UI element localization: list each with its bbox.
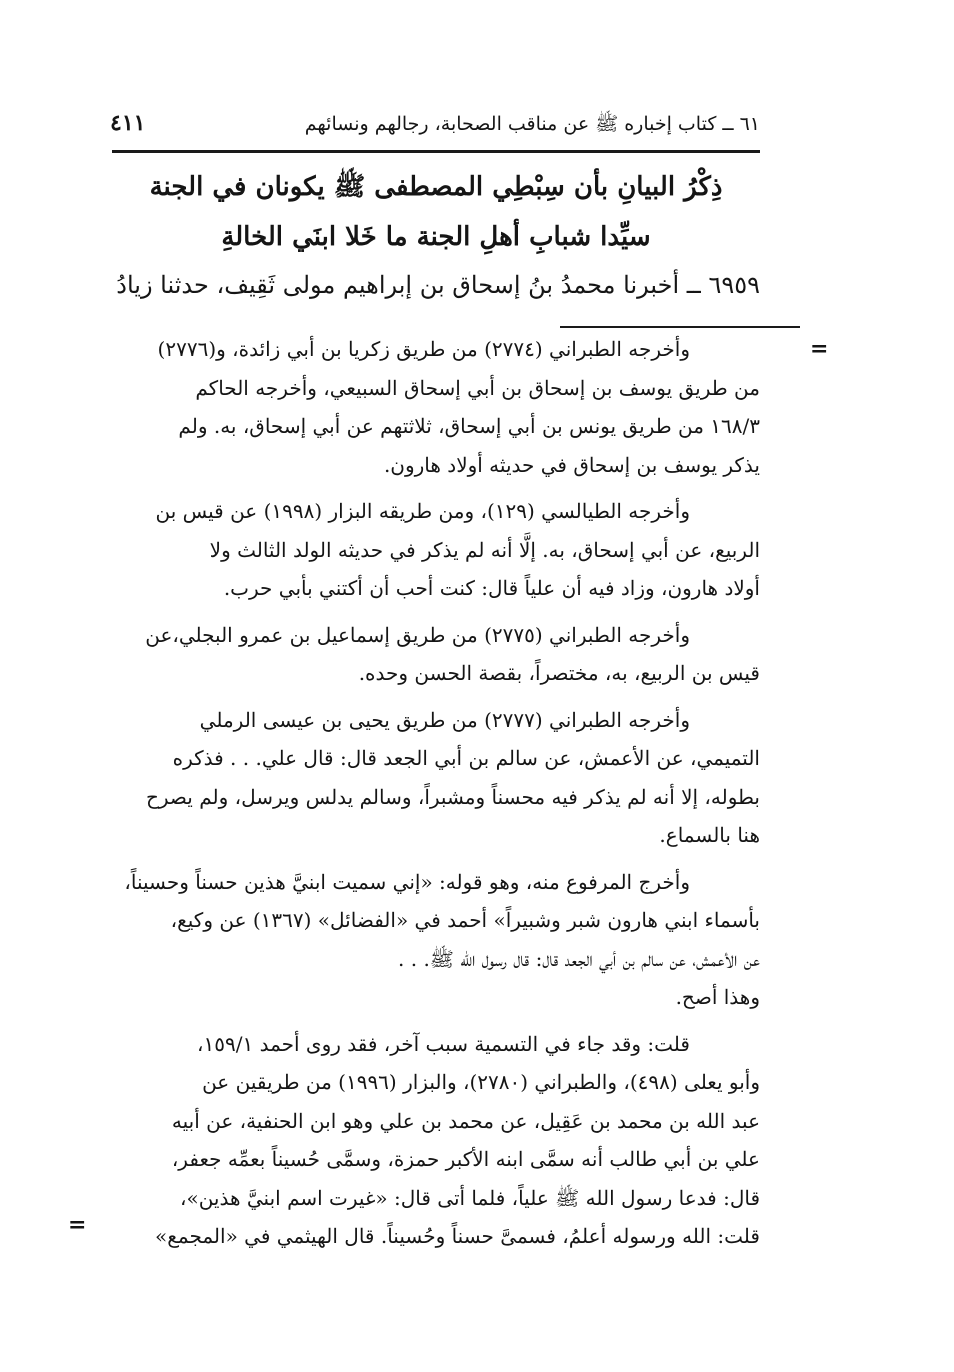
page-number: ٤١١: [110, 110, 146, 136]
chapter-heading-line-1: ذِكْرُ البيانِ بأن سِبْطِي المصطفى ﷺ يكونان في الجنة: [149, 172, 723, 202]
footnote-line: أولاد هارون، وزاد فيه أن علياً قال: كنت أحب أن أكتني بأبي حرب.: [223, 576, 760, 600]
footnote-separator: [560, 326, 800, 328]
footnote-line: بطوله، إلا أنه لم يذكر فيه محسناً ومشبراً، وسالم يدلس ويرسل، ولم يصرح: [145, 784, 760, 809]
hadith-text: ٦٩٥٩ ــ أخبرنا محمدُ بنُ إسحاق بن إبراهيم مولى ثَقِيف، حدثنا زيادُ: [116, 271, 760, 299]
footnote-paragraph: [100, 330, 760, 484]
footnote-continuation-mark-bottom: =: [68, 1212, 87, 1238]
footnote-line: ١٦٨/٣ من طريق يونس بن أبي إسحاق، ثلاثتهم عن أبي إسحاق، به. ولم: [178, 414, 760, 438]
footnote-line: الربيع، عن أبي إسحاق، به. إلَّا أنه لم يذكر في حديثه الولد الثالث ولا: [209, 537, 760, 562]
footnote-line: التميمي، عن الأعمش، عن سالم بن أبي الجعد قال: قال علي. . . فذكره: [172, 746, 760, 770]
footnote-line: وأخرجه الطبراني (٢٧٧٤) من طريق زكريا بن أبي زائدة، و(٢٧٧٦): [157, 337, 690, 361]
paragraph-gap: [100, 1017, 760, 1025]
paragraph-gap: [100, 608, 760, 616]
footnote-line: من طريق يوسف بن إسحاق بن أبي إسحاق السبيعي، وأخرجه الحاكم: [195, 375, 760, 400]
footnote-line: علي بن أبي طالب أنه سمَّى ابنه الأكبر حمزة، وسمَّى حُسيناً بعمِّه جعفر،: [171, 1147, 760, 1171]
footnote-continuation-mark-top: =: [810, 336, 829, 362]
paragraph-gap: [100, 484, 760, 492]
footnote-paragraph: [100, 492, 760, 608]
footnote-line: عبد الله بن محمد بن عَقِيل، عن محمد بن علي وهو ابن الحنفية، عن أبيه: [171, 1108, 760, 1133]
paragraph-gap: [100, 693, 760, 701]
footnote-paragraph: [100, 863, 760, 1017]
footnote-line: عن الأعمش، عن سالم بن أبي الجعد قال: قال رسول الله ﷺ. . .: [398, 946, 760, 971]
footnote-line: قلت: وقد جاء في التسمية سبب آخر، فقد روى أحمد ١٥٩/١،: [197, 1031, 690, 1056]
footnote-line: قيس بن الربيع، به، مختصراً، بقصة الحسن وحده.: [358, 661, 760, 685]
footnotes: [100, 330, 760, 1256]
footnote-line: قلت: الله ورسوله أعلمُ، فسمىَّ حسناً وحُسيناً. قال الهيثمي في «المجمع»: [155, 1224, 760, 1248]
footnote-line: يذكر يوسف بن إسحاق في حديثه أولاد هارون.: [383, 452, 760, 477]
footnote-line: وأخرج المرفوع منه، وهو قوله: «إني سميت ابنيَّ هذين حسناً وحسيناً،: [124, 869, 690, 894]
footnote-line: وأبو يعلى (٤٩٨)، والطبراني (٢٧٨٠)، والبزار (١٩٩٦) من طريقين عن: [202, 1070, 760, 1094]
chapter-heading-line-2: سيِّدا شبابِ أهلِ الجنة ما خَلا ابنَي الخالةِ: [221, 222, 651, 252]
paragraph-gap: [100, 855, 760, 863]
footnote-line: وأخرجه الطيالسي (١٢٩)، ومن طريقه البزار (١٩٩٨) عن قيس بن: [155, 499, 690, 523]
header-rule: [112, 150, 760, 153]
footnote-line: بأسماء ابني هارون شبر وشبيراً» أحمد في «الفضائل» (١٣٦٧) عن وكيع،: [170, 908, 760, 932]
running-header: [100, 108, 760, 144]
footnote-line: هنا بالسماع.: [659, 823, 760, 847]
footnote-paragraph: [100, 701, 760, 855]
footnote-line: وهذا أصح.: [675, 985, 760, 1009]
footnote-line: وأخرجه الطبراني (٢٧٧٧) من طريق يحيى بن عيسى الرملي: [199, 707, 690, 732]
footnote-line: وأخرجه الطبراني (٢٧٧٥) من طريق إسماعيل بن عمرو البجلي،عن: [145, 622, 690, 647]
footnote-paragraph: [100, 616, 760, 693]
footnote-paragraph: [100, 1025, 760, 1256]
footnote-line: قال: فدعا رسول الله ﷺ علياً، فلما أتى قال: «غيرت اسم ابنيَّ هذين»،: [180, 1185, 760, 1210]
header-title: ٦١ ــ كتاب إخباره ﷺ عن مناقب الصحابة، رجالهم ونسائهم: [304, 113, 760, 135]
